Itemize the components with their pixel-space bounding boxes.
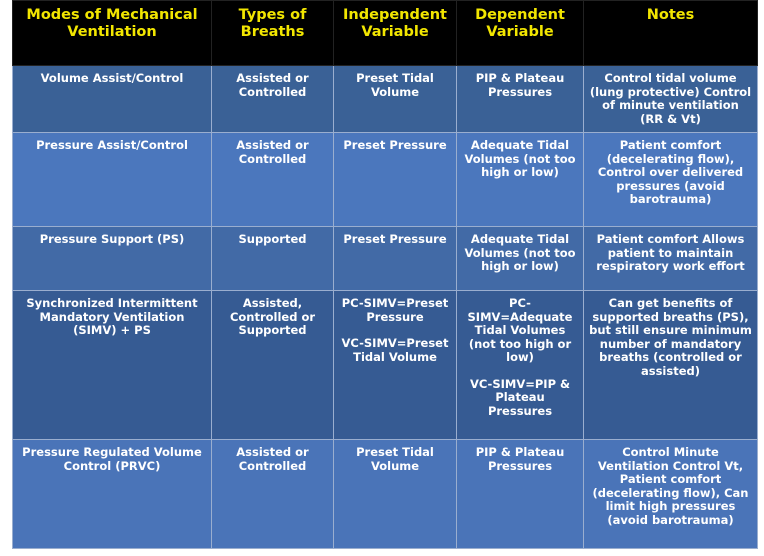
cell-dependent: Adequate Tidal Volumes (not too high or low) bbox=[457, 133, 584, 227]
cell-types: Assisted or Controlled bbox=[212, 133, 334, 227]
header-notes: Notes bbox=[584, 1, 758, 66]
cell-mode: Volume Assist/Control bbox=[13, 66, 212, 133]
cell-independent: Preset Tidal Volume bbox=[334, 66, 457, 133]
cell-notes: Can get benefits of supported breaths (PS), but still ensure minimum number of mandatory breaths (controlled or assisted) bbox=[584, 291, 758, 440]
dependent-vc-simv: VC-SIMV=PIP & Plateau Pressures bbox=[469, 376, 571, 418]
ventilation-modes-table bbox=[12, 0, 758, 549]
cell-dependent: PIP & Plateau Pressures bbox=[457, 66, 584, 133]
cell-types: Supported bbox=[212, 227, 334, 291]
paragraph-gap bbox=[462, 365, 578, 378]
cell-mode: Synchronized Intermittent Mandatory Ventilation (SIMV) + PS bbox=[13, 291, 212, 440]
cell-types: Assisted, Controlled or Supported bbox=[212, 291, 334, 440]
cell-notes: Patient comfort Allows patient to maintain respiratory work effort bbox=[584, 227, 758, 291]
cell-mode: Pressure Support (PS) bbox=[13, 227, 212, 291]
cell-mode: Pressure Regulated Volume Control (PRVC) bbox=[13, 440, 212, 549]
cell-notes: Control tidal volume (lung protective) Control of minute ventilation (RR & Vt) bbox=[584, 66, 758, 133]
cell-independent: Preset Pressure bbox=[334, 133, 457, 227]
cell-independent bbox=[334, 291, 457, 440]
header-types: Types of Breaths bbox=[212, 1, 334, 66]
table-row bbox=[13, 440, 758, 549]
cell-mode: Pressure Assist/Control bbox=[13, 133, 212, 227]
cell-types: Assisted or Controlled bbox=[212, 66, 334, 133]
cell-independent: Preset Tidal Volume bbox=[334, 440, 457, 549]
table-row bbox=[13, 291, 758, 440]
cell-dependent bbox=[457, 291, 584, 440]
header-dependent: Dependent Variable bbox=[457, 1, 584, 66]
header-modes: Modes of Mechanical Ventilation bbox=[13, 1, 212, 66]
cell-dependent: Adequate Tidal Volumes (not too high or low) bbox=[457, 227, 584, 291]
cell-notes: Patient comfort (decelerating flow), Control over delivered pressures (avoid barotrauma) bbox=[584, 133, 758, 227]
table-row bbox=[13, 227, 758, 291]
independent-vc-simv: VC-SIMV=Preset Tidal Volume bbox=[341, 336, 449, 364]
independent-pc-simv: PC-SIMV=Preset Pressure bbox=[341, 296, 449, 324]
dependent-pc-simv: PC-SIMV=Adequate Tidal Volumes (not too high or low) bbox=[467, 296, 573, 364]
header-independent: Independent Variable bbox=[334, 1, 457, 66]
cell-dependent: PIP & Plateau Pressures bbox=[457, 440, 584, 549]
cell-notes: Control Minute Ventilation Control Vt, Patient comfort (decelerating flow), Can limit high pressures (avoid barotrauma) bbox=[584, 440, 758, 549]
cell-independent: Preset Pressure bbox=[334, 227, 457, 291]
header-row bbox=[13, 1, 758, 66]
table-row bbox=[13, 133, 758, 227]
table-row bbox=[13, 66, 758, 133]
cell-types: Assisted or Controlled bbox=[212, 440, 334, 549]
